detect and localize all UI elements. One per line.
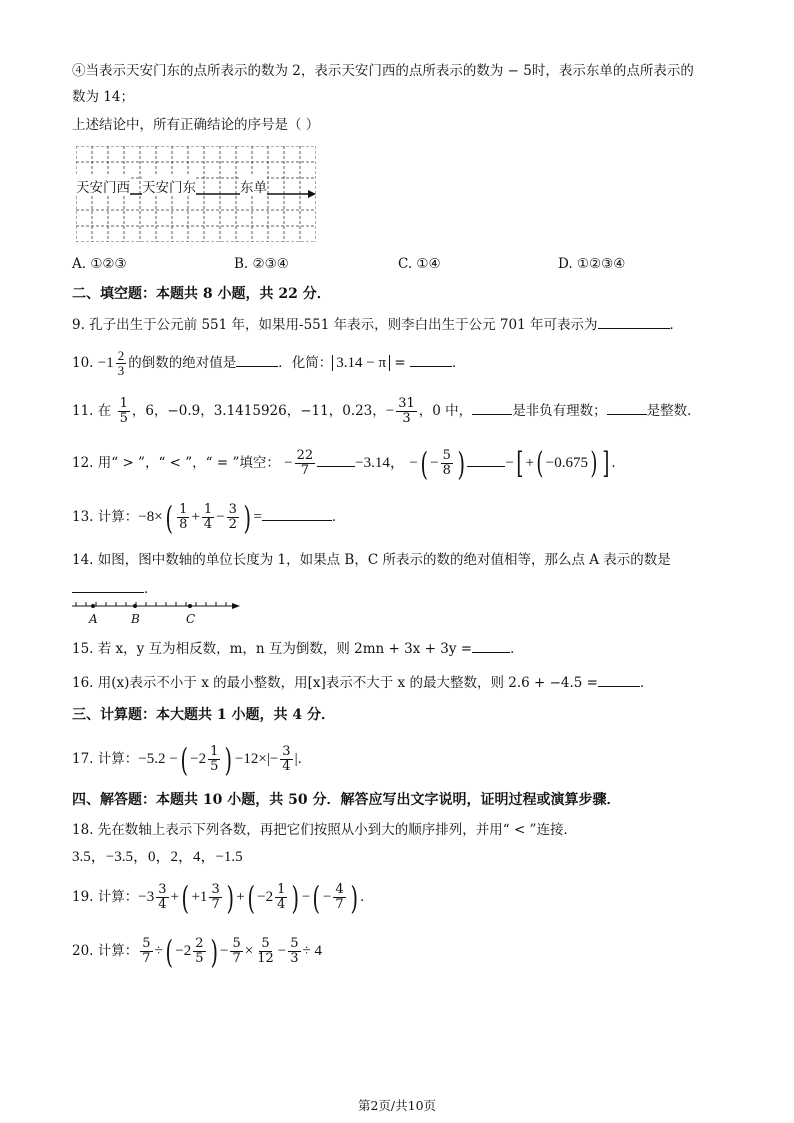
q20-num: 20. 计算： — [72, 943, 139, 959]
q9-text: 9. 孔子出生于公元前 551 年，如果用-551 年表示，则李白出生于公元 701 年可表示为 — [72, 317, 598, 333]
q18-line1: 18. 先在数轴上表示下列各数，再把它们按照从小到大的顺序排列，并用“ < ”连接． — [72, 822, 577, 838]
q13: 13. 计算：−8×( $\frac{1}{8}$ + $\frac{1}{4}$ − $\frac{3}{2}$ ) = ． — [72, 498, 346, 537]
point-c-label: C — [186, 612, 196, 626]
q19-num: 19. 计算： — [72, 889, 139, 905]
q12-value-2: −0.675 — [545, 455, 588, 471]
choice-b: B. ②③④ — [234, 256, 289, 272]
q13-lead: −8× — [138, 509, 163, 525]
q16-blank — [598, 672, 640, 687]
q11-frac-31-3: $\frac{31}{3}$ — [398, 396, 415, 426]
q8-item4-line1: ④当表示天安门东的点所表示的数为 2，表示天安门西的点所表示的数为 − 5时，表示东单的点所表示的 — [72, 63, 694, 79]
q15: 15. 若 x，y 互为相反数，m，n 互为倒数，则 2mn + 3x + 3y = ． — [72, 638, 524, 658]
q19-end: ． — [360, 889, 374, 905]
q17-part-a: −5.2 − — [138, 751, 178, 767]
map-label-tiananmen-west: 天安门西 — [76, 176, 130, 196]
q15-blank — [472, 638, 510, 653]
map-label-dongdan: 东单 — [240, 176, 267, 196]
q12-num: 12. 用“ > ”，“ < ”，“ = ”填空： — [72, 455, 280, 471]
q10-num: 10. — [72, 355, 94, 371]
q17-end: ． — [297, 751, 312, 767]
point-b-label: B — [131, 612, 140, 626]
q10-blank-2 — [410, 352, 452, 367]
q14-end: ． — [144, 581, 158, 597]
q11-blank-1 — [472, 400, 512, 415]
q11-text-a: 是非负有理数； — [512, 403, 607, 419]
q20: 20. 计算： $\frac{5}{7}$ ÷( −2 $\frac{2}{5}$ ) − $\frac{5}{7}$ × $\frac{5}{12}$ − $\frac{5}{3}$ ÷ 4 — [72, 932, 322, 971]
section-3-heading: 三、计算题：本大题共 1 小题，共 4 分． — [72, 707, 335, 723]
q13-end: ． — [331, 509, 346, 525]
page-footer: 第2页/共10页 — [357, 1098, 437, 1113]
choice-a: A. ①②③ — [72, 256, 127, 272]
choice-c: C. ①④ — [398, 256, 441, 272]
q8-item4-line2: 数为 14； — [72, 89, 134, 105]
q8-map-grid — [76, 146, 316, 242]
q11-text-b: 是整数． — [646, 403, 701, 419]
section-2-heading: 二、填空题：本题共 8 小题，共 22 分． — [72, 286, 331, 302]
q10-abs-expr: 3.14 − π — [332, 355, 390, 371]
point-b-dot — [133, 604, 137, 608]
map-label-tiananmen-east: 天安门东 — [142, 176, 196, 196]
q10: 10. −1 $\frac{2}{3}$ 的倒数的绝对值是 ．化简： 3.14 − π = ． — [72, 348, 466, 379]
q12-blank-1 — [317, 452, 355, 467]
q12-frac-22-7: $\frac{22}{7}$ — [296, 448, 314, 478]
q11-blank-2 — [607, 400, 647, 415]
q10-mixed-number: −1 $\frac{2}{3}$ — [97, 348, 125, 379]
q18-line2: 3.5，−3.5，0，2，4，−1.5 — [72, 849, 243, 865]
q12-blank-2 — [467, 452, 505, 467]
point-a-dot — [91, 604, 95, 608]
q14-blank — [72, 578, 144, 593]
q14-line1: 14. 如图，图中数轴的单位长度为 1，如果点 B，C 所表示的数的绝对值相等，那么点 A 表示的数是 — [72, 552, 671, 568]
q17: 17. 计算：−5.2 −( −2 $\frac{1}{5}$ ) −12×|− $\frac{3}{4}$ |． — [72, 740, 312, 779]
q15-text: 15. 若 x，y 互为相反数，m，n 互为倒数，则 2mn + 3x + 3y = — [72, 641, 473, 657]
q12-frac-5-8: $\frac{5}{8}$ — [442, 448, 451, 478]
q11-list: ，6，−0.9，3.1415926，−11，0.23， — [131, 403, 386, 419]
q11-tail: ，0 中， — [418, 403, 473, 419]
q10-text-b: ．化简： — [278, 355, 333, 371]
section-4-heading: 四、解答题：本题共 10 小题，共 50 分．解答应写出文字说明，证明过程或演算步骤． — [72, 792, 621, 808]
q17-num: 17. 计算： — [72, 751, 139, 767]
q16-text: 16. 用(x)表示不小于 x 的最小整数，用[x]表示不大于 x 的最大整数，则 2.6 + −4.5 = — [72, 675, 598, 691]
q11-frac-1-5: $\frac{1}{5}$ — [119, 396, 128, 426]
q16: 16. 用(x)表示不小于 x 的最小整数，用[x]表示不大于 x 的最大整数，则 2.6 + −4.5 = ． — [72, 672, 654, 692]
q12-value-1: −3.14， — [355, 455, 405, 471]
q17-part-b: −12× — [234, 751, 267, 767]
q10-text-a: 的倒数的绝对值是 — [128, 355, 237, 371]
q14-line2 — [72, 578, 158, 598]
q9-blank — [598, 314, 670, 329]
q11-num: 11. 在 — [72, 403, 112, 419]
q10-end: ． — [451, 355, 466, 371]
q13-blank — [262, 506, 332, 521]
q19: 19. 计算：−3 $\frac{3}{4}$ +( +1 $\frac{3}{7}$ ) +( −2 $\frac{1}{4}$ ) −( − $\frac{4}{7}$ ) ． — [72, 878, 374, 917]
q11: 11. 在 $\frac{1}{5}$ ，6，−0.9，3.1415926，−11，0.23，− $\frac{31}{3}$ ，0 中， 是非负有理数； 是整数． — [72, 396, 701, 426]
q13-num: 13. 计算： — [72, 509, 139, 525]
q12: 12. 用“ > ”，“ < ”，“ = ”填空： − $\frac{22}{7}$ −3.14， −( − $\frac{5}{8}$ ) −[ +( −0.675) ] ． — [72, 444, 625, 483]
q9: 9. 孔子出生于公元前 551 年，如果用-551 年表示，则李白出生于公元 701 年可表示为 ． — [72, 314, 683, 334]
point-a-label: A — [89, 612, 98, 626]
q12-end: ． — [611, 455, 625, 471]
point-c-dot — [188, 604, 192, 608]
q10-blank-1 — [236, 352, 278, 367]
q8-prompt: 上述结论中，所有正确结论的序号是（ ） — [72, 117, 320, 133]
choice-d: D. ①②③④ — [558, 256, 626, 272]
